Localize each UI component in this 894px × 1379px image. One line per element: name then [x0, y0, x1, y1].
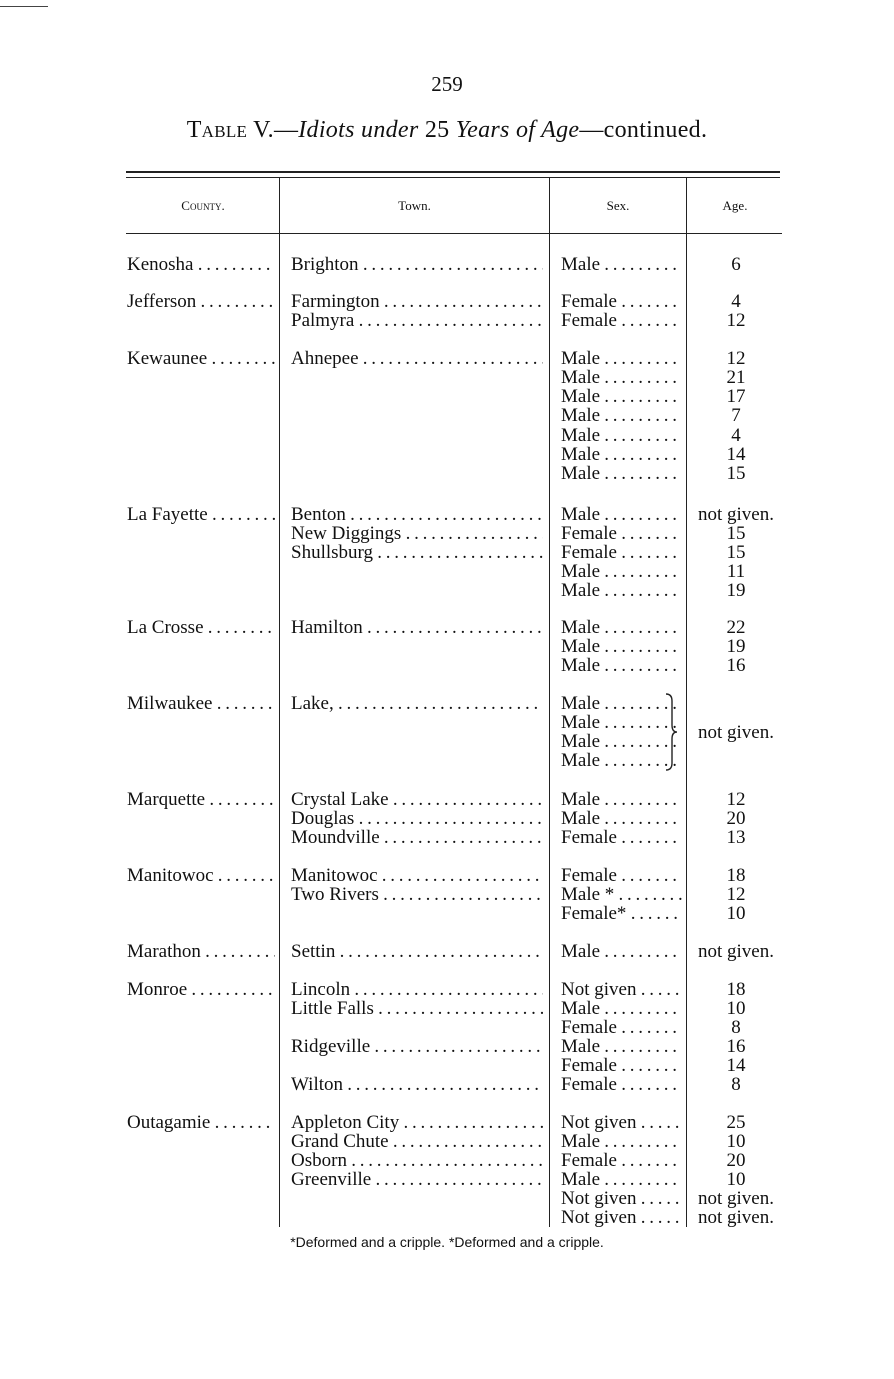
column-rule-town-sex — [549, 178, 550, 1227]
cell-age: 14 — [726, 1055, 746, 1076]
title-suffix: —continued. — [579, 117, 708, 143]
cell-age: 18 — [726, 865, 746, 886]
cell-age: 12 — [726, 348, 746, 369]
cell-age: 20 — [726, 808, 746, 829]
cell-sex: Male . . . — [561, 255, 682, 274]
cell-sex: Female . . . — [561, 1151, 682, 1170]
cell-sex: Not given . . . — [561, 1113, 682, 1132]
cell-county: Marquette . . . — [127, 790, 275, 809]
cell-town: Benton . . . — [291, 505, 543, 524]
cell-town: Lincoln . . . — [291, 980, 543, 999]
cell-sex: Male . . . — [561, 713, 682, 732]
cell-sex: Male . . . — [561, 562, 682, 581]
cell-age: not given. — [698, 504, 774, 525]
header-rule — [126, 233, 782, 234]
cell-sex: Male * . . . — [561, 885, 682, 904]
cell-town: Hamilton . . . — [291, 618, 543, 637]
cell-town: Greenville . . . — [291, 1170, 543, 1189]
cell-sex: Female* . . . — [561, 904, 682, 923]
title-numeral: V.— — [247, 117, 299, 143]
cell-age: 11 — [726, 561, 746, 582]
cell-town: Settin . . . — [291, 942, 543, 961]
cell-age: 19 — [726, 636, 746, 657]
cell-sex: Female . . . — [561, 292, 682, 311]
cell-age: 18 — [726, 979, 746, 1000]
header-age: Age. — [722, 198, 748, 213]
cell-town: Appleton City . . . — [291, 1113, 543, 1132]
cell-age: 15 — [726, 542, 746, 563]
cell-town: Osborn . . . — [291, 1151, 543, 1170]
page-number: 259 — [431, 72, 463, 96]
table-title — [0, 117, 894, 144]
cell-age: 10 — [726, 903, 746, 924]
corner-rule — [0, 6, 48, 7]
cell-sex: Male . . . — [561, 618, 682, 637]
cell-age: 4 — [731, 291, 741, 312]
cell-sex: Male . . . — [561, 368, 682, 387]
cell-sex: Male . . . — [561, 505, 682, 524]
cell-county: Marathon . . . — [127, 942, 275, 961]
cell-county: La Crosse . . . — [127, 618, 275, 637]
cell-age: 13 — [726, 827, 746, 848]
cell-sex: Male . . . — [561, 1170, 682, 1189]
cell-age: 15 — [726, 463, 746, 484]
cell-town: Douglas . . . — [291, 809, 543, 828]
cell-sex: Male . . . — [561, 809, 682, 828]
cell-county: La Fayette . . . — [127, 505, 275, 524]
title-number: 25 — [418, 117, 456, 143]
cell-age: 4 — [731, 425, 741, 446]
cell-sex: Male . . . — [561, 942, 682, 961]
cell-sex: Male . . . — [561, 406, 682, 425]
cell-county: Kenosha . . . — [127, 255, 275, 274]
cell-sex: Not given . . . — [561, 1189, 682, 1208]
cell-sex: Male . . . — [561, 637, 682, 656]
cell-age: 25 — [726, 1112, 746, 1133]
cell-town: Moundville . . . — [291, 828, 543, 847]
cell-town: Palmyra . . . — [291, 311, 543, 330]
cell-county: Outagamie . . . — [127, 1113, 275, 1132]
cell-sex: Male . . . — [561, 581, 682, 600]
cell-age: 22 — [726, 617, 746, 638]
cell-county: Monroe . . . — [127, 980, 275, 999]
cell-town: Little Falls . . . — [291, 999, 543, 1018]
cell-county: Milwaukee . . . — [127, 694, 275, 713]
cell-town: Crystal Lake . . . — [291, 790, 543, 809]
cell-town: New Diggings . . . — [291, 524, 543, 543]
cell-sex: Male . . . — [561, 349, 682, 368]
cell-sex: Male . . . — [561, 387, 682, 406]
cell-age: 16 — [726, 1036, 746, 1057]
cell-town: Manitowoc . . . — [291, 866, 543, 885]
cell-age: 12 — [726, 789, 746, 810]
cell-sex: Male . . . — [561, 999, 682, 1018]
cell-county: Jefferson . . . — [127, 292, 275, 311]
cell-sex: Male . . . — [561, 694, 682, 713]
cell-sex: Male . . . — [561, 790, 682, 809]
cell-sex: Female . . . — [561, 1075, 682, 1094]
cell-age: not given. — [698, 941, 774, 962]
cell-county: Kewaunee . . . — [127, 349, 275, 368]
top-rule-thin — [126, 177, 780, 178]
cell-county: Manitowoc . . . — [127, 866, 275, 885]
cell-age: 10 — [726, 998, 746, 1019]
column-rule-county-town — [279, 178, 280, 1227]
cell-sex: Male . . . — [561, 1132, 682, 1151]
cell-age: 14 — [726, 444, 746, 465]
cell-age: 16 — [726, 655, 746, 676]
cell-town: Farmington . . . — [291, 292, 543, 311]
cell-age: 10 — [726, 1169, 746, 1190]
cell-sex: Not given . . . — [561, 1208, 682, 1227]
cell-sex: Male . . . — [561, 464, 682, 483]
cell-age: 6 — [731, 254, 741, 275]
cell-age: 10 — [726, 1131, 746, 1152]
cell-age: 12 — [726, 884, 746, 905]
cell-town: Wilton . . . — [291, 1075, 543, 1094]
cell-sex: Male . . . — [561, 1037, 682, 1056]
cell-age: 8 — [731, 1017, 741, 1038]
cell-sex: Male . . . — [561, 426, 682, 445]
cell-sex: Not given . . . — [561, 980, 682, 999]
cell-sex: Female . . . — [561, 524, 682, 543]
title-italic-2: Years of Age — [455, 117, 580, 143]
cell-town: Lake, . . . — [291, 694, 543, 713]
cell-town: Ahnepee . . . — [291, 349, 543, 368]
cell-sex: Female . . . — [561, 1056, 682, 1075]
cell-town: Ridgeville . . . — [291, 1037, 543, 1056]
cell-sex: Male . . . — [561, 751, 682, 770]
right-brace — [664, 693, 678, 771]
cell-town: Shullsburg . . . — [291, 543, 543, 562]
cell-sex: Male . . . — [561, 656, 682, 675]
title-label: Table — [186, 117, 248, 143]
cell-town: Two Rivers . . . — [291, 885, 543, 904]
cell-sex: Female . . . — [561, 828, 682, 847]
footnote: *Deformed and a cripple. *Deformed and a cripple. — [290, 1234, 604, 1250]
cell-sex: Female . . . — [561, 543, 682, 562]
cell-sex: Female . . . — [561, 866, 682, 885]
header-sex: Sex. — [606, 198, 630, 213]
milwaukee-age: not given. — [698, 722, 774, 743]
cell-age: 15 — [726, 523, 746, 544]
cell-age: 19 — [726, 580, 746, 601]
cell-sex: Male . . . — [561, 732, 682, 751]
cell-sex: Male . . . — [561, 445, 682, 464]
cell-age: 21 — [726, 367, 746, 388]
cell-sex: Female . . . — [561, 311, 682, 330]
top-rule-thick — [126, 171, 780, 173]
cell-age: 12 — [726, 310, 746, 331]
header-county: County. — [181, 198, 225, 213]
cell-sex: Female . . . — [561, 1018, 682, 1037]
column-rule-sex-age — [686, 178, 687, 1227]
cell-age: 7 — [731, 405, 741, 426]
cell-age: not given. — [698, 1207, 774, 1228]
cell-town: Grand Chute . . . — [291, 1132, 543, 1151]
cell-age: 8 — [731, 1074, 741, 1095]
header-town: Town. — [398, 198, 431, 213]
cell-age: 17 — [726, 386, 746, 407]
cell-town: Brighton . . . — [291, 255, 543, 274]
title-italic-1: Idiots under — [298, 117, 419, 143]
cell-age: 20 — [726, 1150, 746, 1171]
cell-age: not given. — [698, 1188, 774, 1209]
